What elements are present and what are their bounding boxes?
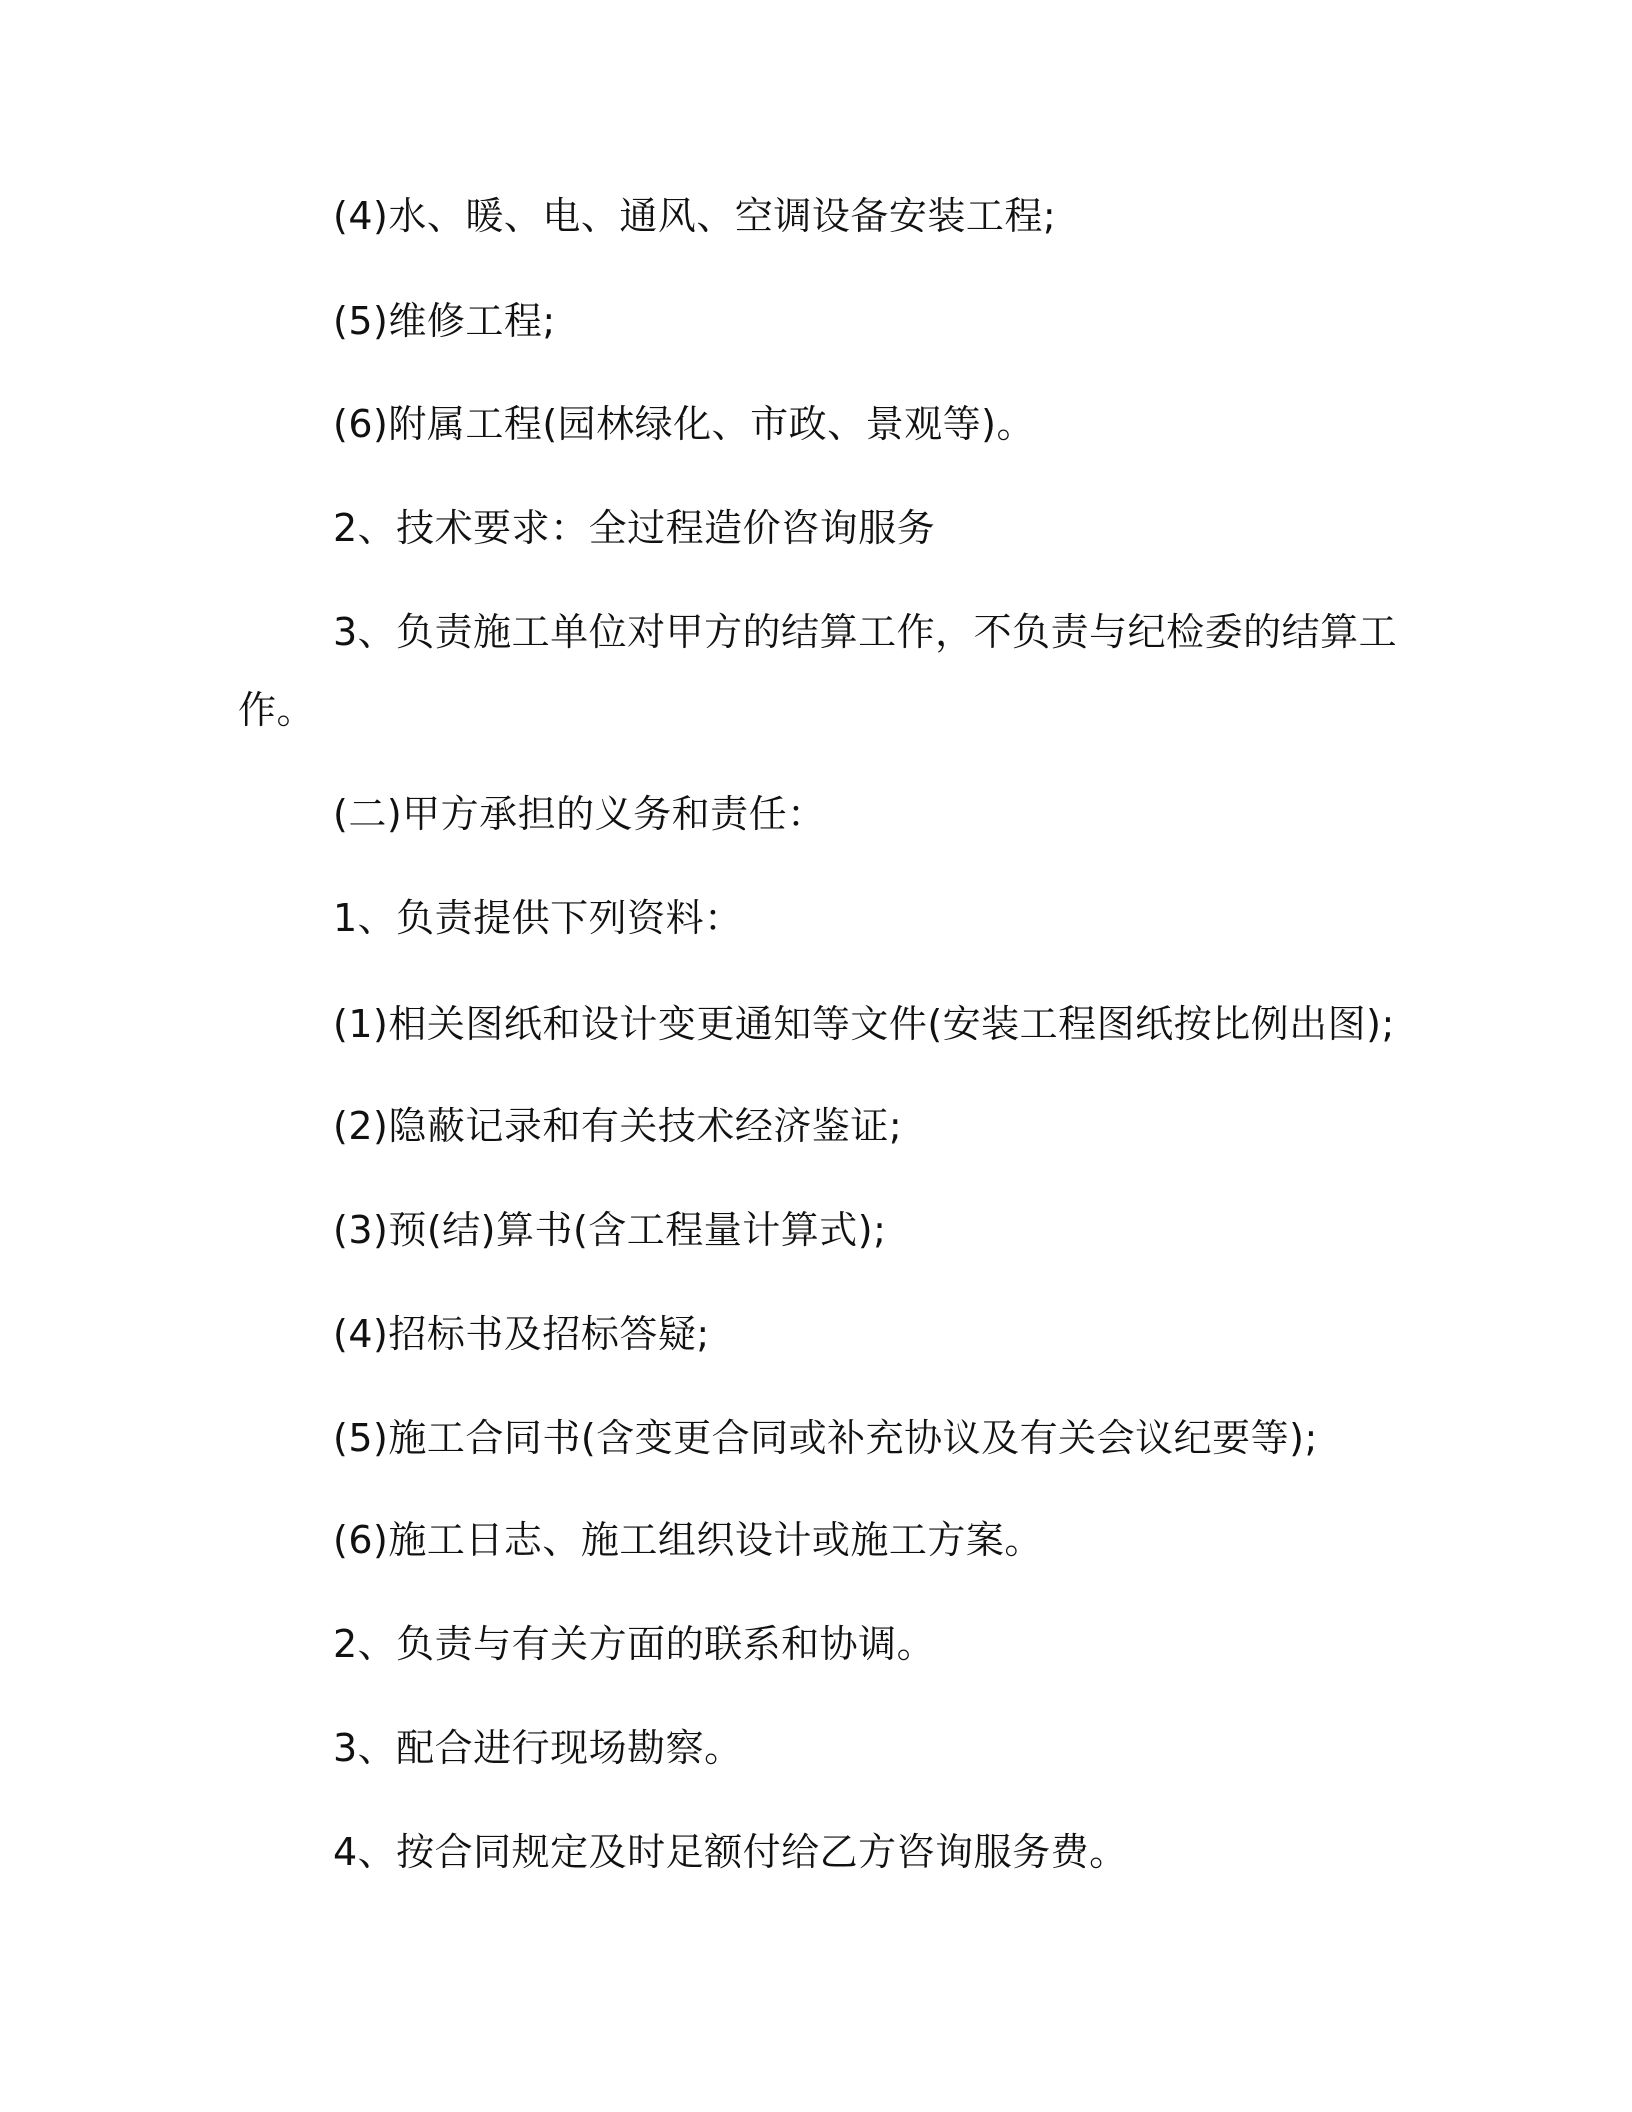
payment-obligation: 4、按合同规定及时足额付给乙方咨询服务费。 bbox=[333, 1830, 1128, 1874]
section-heading-party-a-obligations: (二)甲方承担的义务和责任： bbox=[333, 792, 826, 836]
list-item-construction-log: (6)施工日志、施工组织设计或施工方案。 bbox=[333, 1518, 1043, 1562]
list-item-drawings: (1)相关图纸和设计变更通知等文件(安装工程图纸按比例出图); bbox=[333, 1002, 1395, 1046]
list-item-construction-contract: (5)施工合同书(含变更合同或补充协议及有关会议纪要等); bbox=[333, 1416, 1318, 1460]
list-item-auxiliary-works: (6)附属工程(园林绿化、市政、景观等)。 bbox=[333, 402, 1035, 446]
list-item-maintenance: (5)维修工程; bbox=[333, 299, 556, 343]
list-item-concealed-records: (2)隐蔽记录和有关技术经济鉴证; bbox=[333, 1104, 903, 1148]
provide-materials-heading: 1、负责提供下列资料： bbox=[333, 896, 743, 940]
settlement-responsibility: 3、负责施工单位对甲方的结算工作，不负责与纪检委的结算工 bbox=[333, 610, 1398, 654]
coordination-responsibility: 2、负责与有关方面的联系和协调。 bbox=[333, 1622, 936, 1666]
site-survey-cooperation: 3、配合进行现场勘察。 bbox=[333, 1726, 743, 1770]
technical-requirements: 2、技术要求：全过程造价咨询服务 bbox=[333, 506, 936, 550]
list-item-tender-documents: (4)招标书及招标答疑; bbox=[333, 1312, 710, 1356]
list-item-water-heating-electric: (4)水、暖、电、通风、空调设备安装工程; bbox=[333, 194, 1057, 238]
settlement-responsibility-continued: 作。 bbox=[238, 688, 316, 732]
list-item-budget-book: (3)预(结)算书(含工程量计算式); bbox=[333, 1208, 887, 1252]
